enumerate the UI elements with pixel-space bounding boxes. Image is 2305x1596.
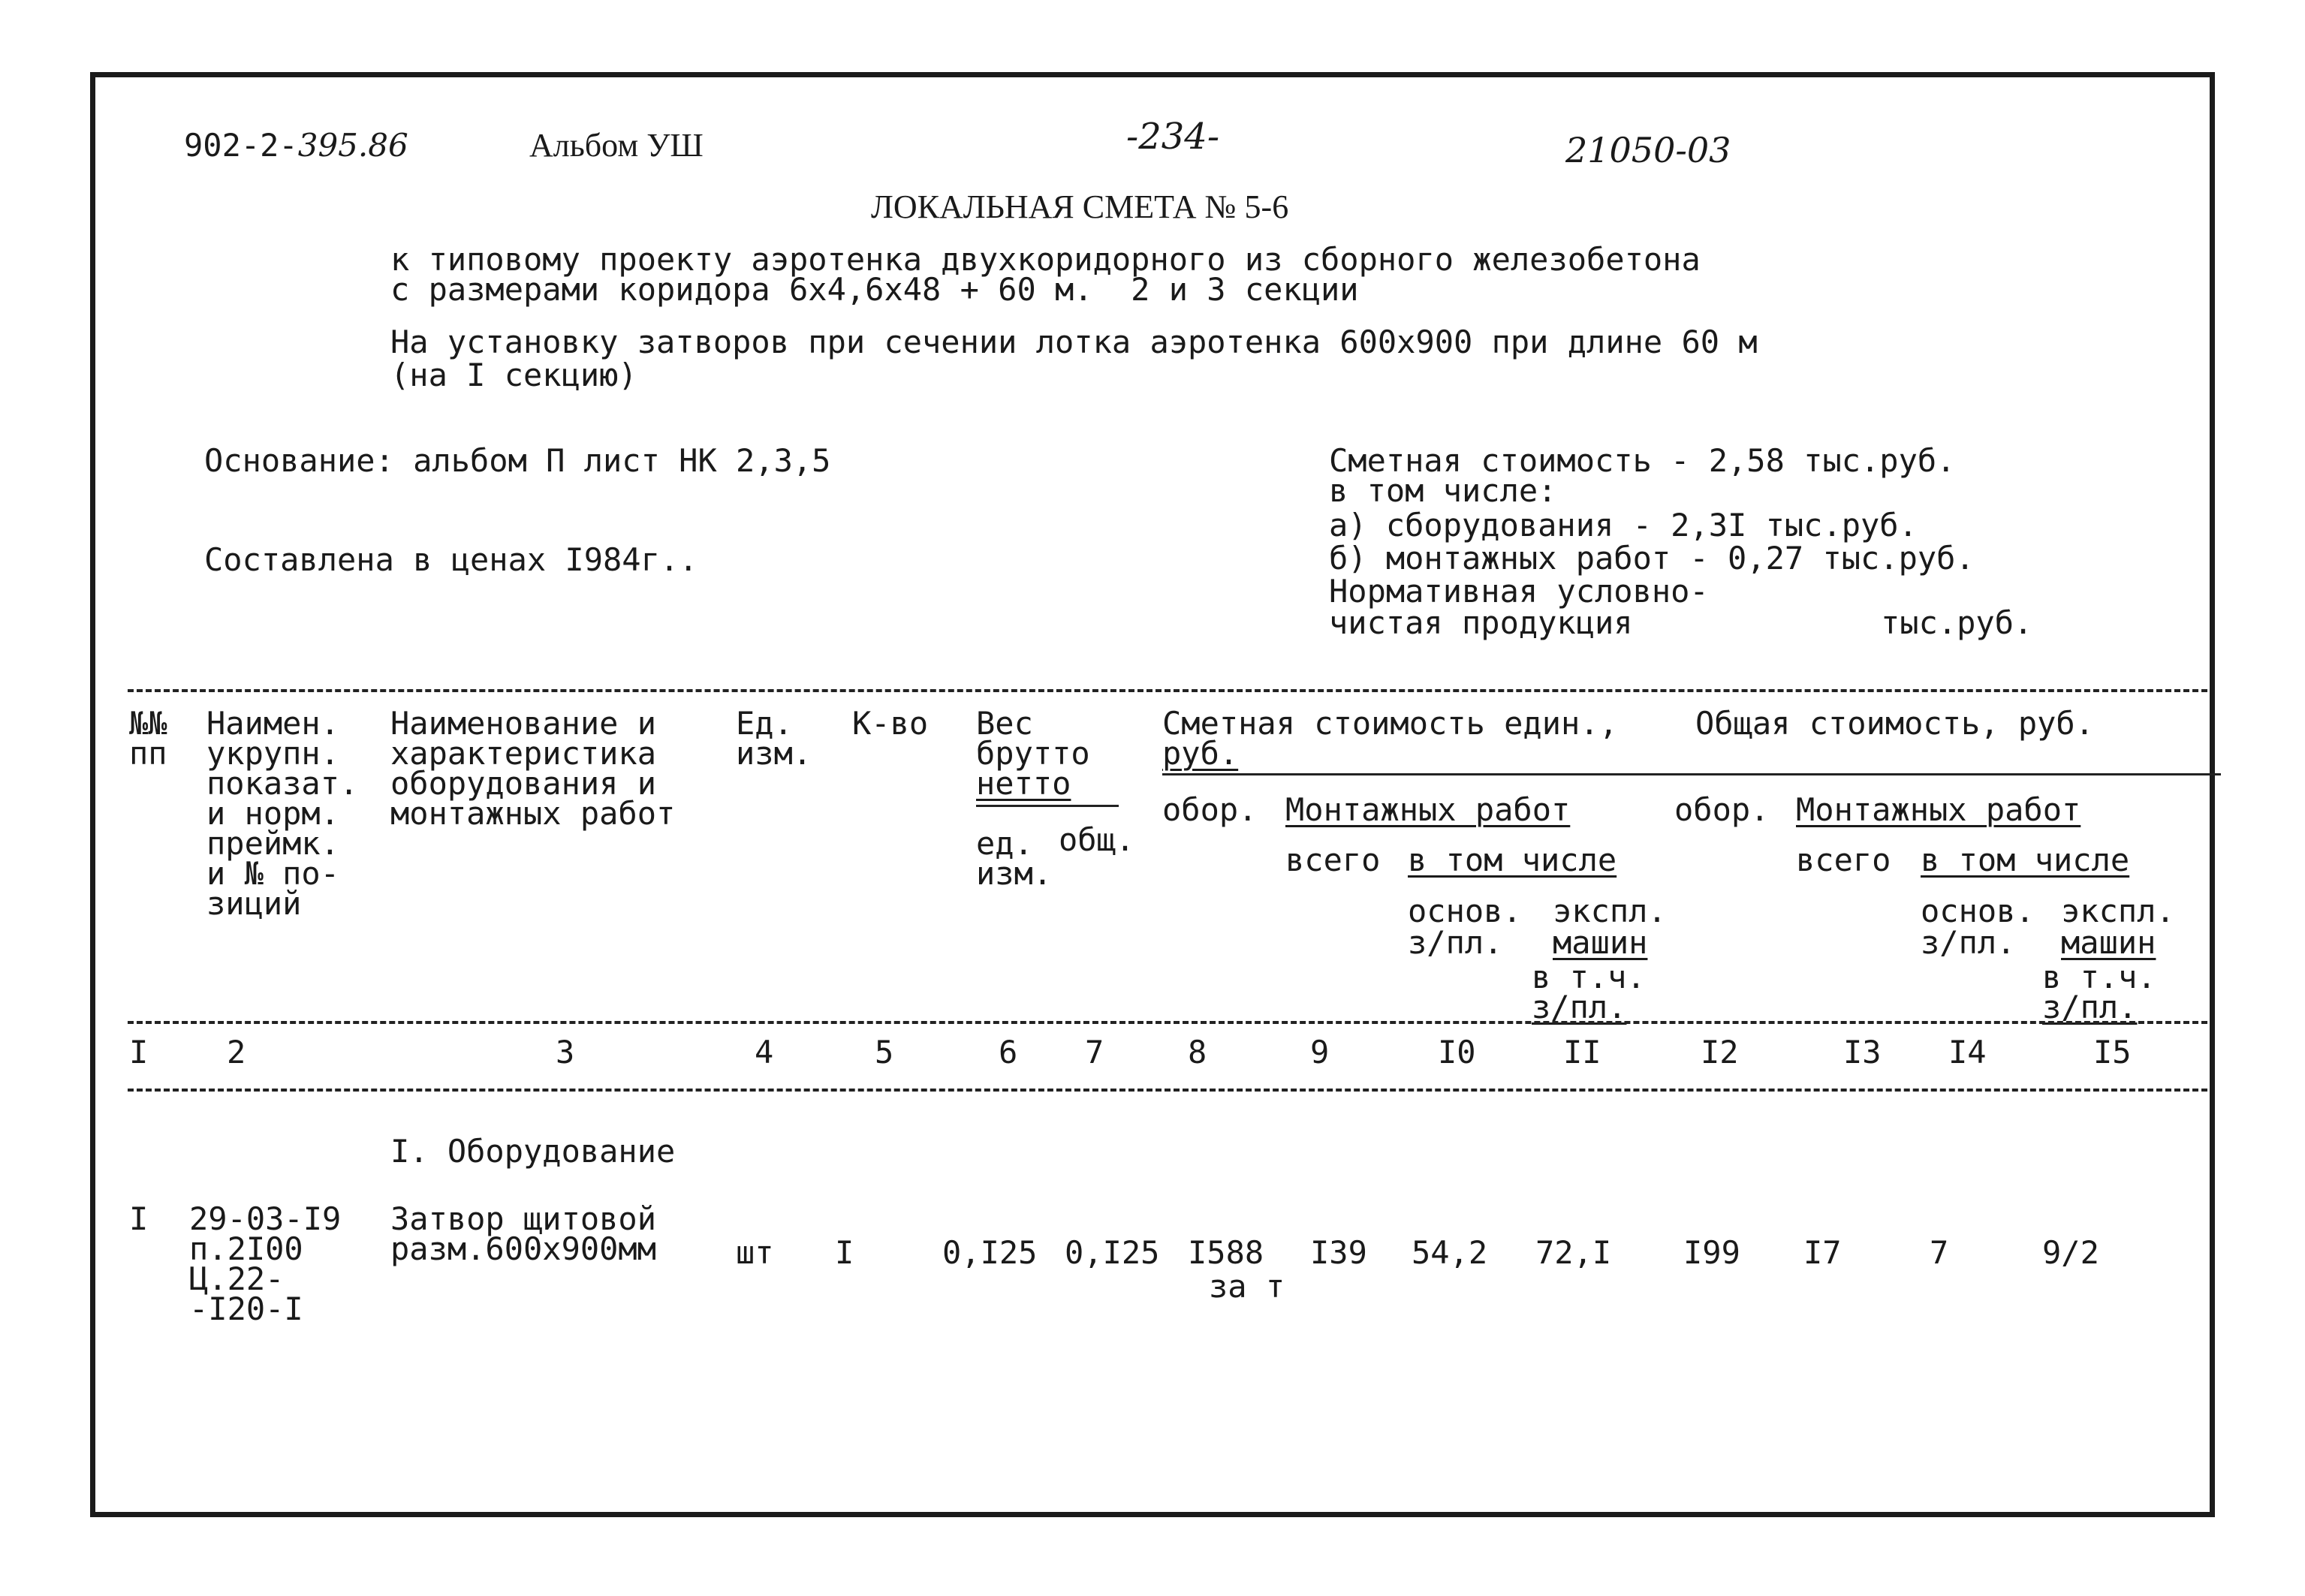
colnum: 9 [1310, 1034, 1330, 1071]
hdr-col5: К-во [852, 705, 929, 742]
hdr-col4-b: изм. [736, 735, 812, 772]
colnum-bottom-rule [128, 1089, 2207, 1092]
row-unit: шт [736, 1234, 774, 1271]
hdr-ekspl: экспл. [1553, 893, 1667, 929]
table-top-rule [128, 689, 2207, 692]
hdr-vsego-total: всего [1796, 842, 1891, 878]
estimate-heading: ЛОКАЛЬНАЯ СМЕТА № 5-6 [871, 188, 1289, 225]
hdr-mashin-total: машин [2061, 924, 2156, 961]
prices-text: Составлена в ценах I984г.. [204, 541, 698, 578]
title-line-2: с размерами коридора 6х4,6х48 + 60 м. 2 и 3 секции [390, 271, 1359, 308]
hdr-col2-line: преймк. [206, 825, 340, 862]
row-num: I [129, 1200, 149, 1237]
hdr-col3-line: оборудования и [390, 765, 657, 802]
hdr-vsego: всего [1285, 842, 1381, 878]
basis-text: Основание: альбом П лист НК 2,3,5 [204, 442, 831, 479]
row-obor-note: за т [1209, 1268, 1285, 1305]
title-line-1: к типовому проекту аэротенка двухкоридорного из сборного железобетона [390, 241, 1701, 278]
hdr-osnov-total: основ. [1921, 893, 2035, 929]
hdr-unit-cost-rub: руб. [1162, 735, 1239, 772]
row-code-line: 29-03-I9 [189, 1200, 342, 1237]
hdr-mashin: машин [1553, 924, 1648, 961]
section-title: I. Оборудование [390, 1133, 676, 1170]
hdr-zpl2: з/пл. [1532, 989, 1627, 1025]
row-name-line: разм.600х900мм [390, 1230, 657, 1267]
hdr-cost-rule [1162, 773, 2221, 775]
hdr-zpl-total: з/пл. [1921, 924, 2016, 961]
hdr-weight: Вес [976, 705, 1033, 742]
hdr-col4-a: Ед. [736, 705, 793, 742]
row-weight-unit: 0,I25 [942, 1234, 1038, 1271]
colnum: 2 [227, 1034, 246, 1071]
hdr-vtch-total: в т.ч. [2042, 959, 2156, 995]
hdr-zpl2-total: з/пл. [2042, 989, 2138, 1025]
hdr-col3-line: Наименование и [390, 705, 657, 742]
title-line-4: (на I секцию) [390, 357, 637, 393]
hdr-col2-line: зиций [206, 885, 302, 922]
hdr-netto-rule [976, 805, 1119, 807]
hdr-col2-line: показат. [206, 765, 359, 802]
title-line-3: На установку затворов при сечении лотка аэротенка 600х900 при длине 60 м [390, 324, 1758, 360]
hdr-izm: изм. [976, 855, 1053, 892]
colnum: I0 [1438, 1034, 1476, 1071]
colnum: 8 [1188, 1034, 1207, 1071]
hdr-obor: обор. [1162, 791, 1258, 828]
cost-installation: б) монтажных работ - 0,27 тыс.руб. [1329, 540, 1975, 577]
hdr-obor-total: обор. [1674, 791, 1770, 828]
hdr-col2-line: укрупн. [206, 735, 340, 772]
row-name-line: Затвор щитовой [390, 1200, 657, 1237]
row-qty: I [835, 1234, 854, 1271]
colnum: 3 [556, 1034, 575, 1071]
hdr-col2-line: и норм. [206, 795, 340, 832]
colnum: I4 [1948, 1034, 1987, 1071]
colnum: I [129, 1034, 149, 1071]
row-weight-total: 0,I25 [1065, 1234, 1160, 1271]
colnum: I5 [2093, 1034, 2132, 1071]
hdr-brutto: брутто [976, 735, 1090, 772]
norm-line-1: Нормативная условно- [1329, 573, 1709, 610]
hdr-col3-line: монтажных работ [390, 795, 676, 832]
hdr-total-cost: Общая стоимость, руб. [1695, 705, 2095, 742]
colnum: II [1563, 1034, 1601, 1071]
colnum: 6 [999, 1034, 1018, 1071]
hdr-ekspl-total: экспл. [2061, 893, 2175, 929]
row-ekspl-total: 9/2 [2042, 1234, 2099, 1271]
cost-incl: в том числе: [1329, 472, 1557, 509]
header-bottom-rule [128, 1021, 2207, 1024]
norm-line-2: чистая продукция [1329, 604, 1633, 641]
sheet-code: 21050-03 [1565, 130, 1731, 170]
hdr-col1-b: пп [129, 735, 167, 772]
hdr-unit-cost: Сметная стоимость един., [1162, 705, 1618, 742]
hdr-col1-a: №№ [129, 705, 167, 742]
colnum: I3 [1843, 1034, 1882, 1071]
row-obor-total: I99 [1683, 1234, 1740, 1271]
row-code-line: п.2I00 [189, 1230, 303, 1267]
hdr-obsh: общ. [1059, 821, 1135, 858]
colnum: 7 [1085, 1034, 1104, 1071]
row-code-line: Ц.22- [189, 1260, 285, 1297]
cost-total: Сметная стоимость - 2,58 тыс.руб. [1329, 442, 1956, 479]
row-code-line: -I20-I [189, 1290, 303, 1327]
hdr-ed: ед. [976, 825, 1033, 862]
hdr-col2-line: Наимен. [206, 705, 340, 742]
norm-unit: тыс.руб. [1881, 604, 2033, 641]
album-label: Альбом УШ [529, 127, 704, 164]
document-code: 902-2-395.86 [184, 127, 408, 164]
hdr-col2-line: и № по- [206, 855, 340, 892]
page-number: -234- [1126, 116, 1220, 158]
colnum: 4 [755, 1034, 774, 1071]
hdr-col3-line: характеристика [390, 735, 657, 772]
row-ekspl: 72,I [1535, 1234, 1612, 1271]
hdr-zpl: з/пл. [1408, 924, 1503, 961]
row-osnov-total: 7 [1930, 1234, 1949, 1271]
colnum: I2 [1701, 1034, 1739, 1071]
colnum: 5 [875, 1034, 894, 1071]
row-osnov: 54,2 [1412, 1234, 1488, 1271]
cost-equipment: а) сборудования - 2,3I тыс.руб. [1329, 507, 1918, 544]
row-vsego: I39 [1310, 1234, 1367, 1271]
hdr-netto: нетто [976, 765, 1071, 802]
hdr-montazh: Монтажных работ [1285, 791, 1571, 828]
row-vsego-total: I7 [1803, 1234, 1842, 1271]
row-obor: I588 [1188, 1234, 1264, 1271]
hdr-vtch: в т.ч. [1532, 959, 1646, 995]
hdr-v-tom-chisle-total: в том числе [1921, 842, 2130, 878]
hdr-montazh-total: Монтажных работ [1796, 791, 2081, 828]
hdr-osnov: основ. [1408, 893, 1522, 929]
hdr-v-tom-chisle: в том числе [1408, 842, 1617, 878]
